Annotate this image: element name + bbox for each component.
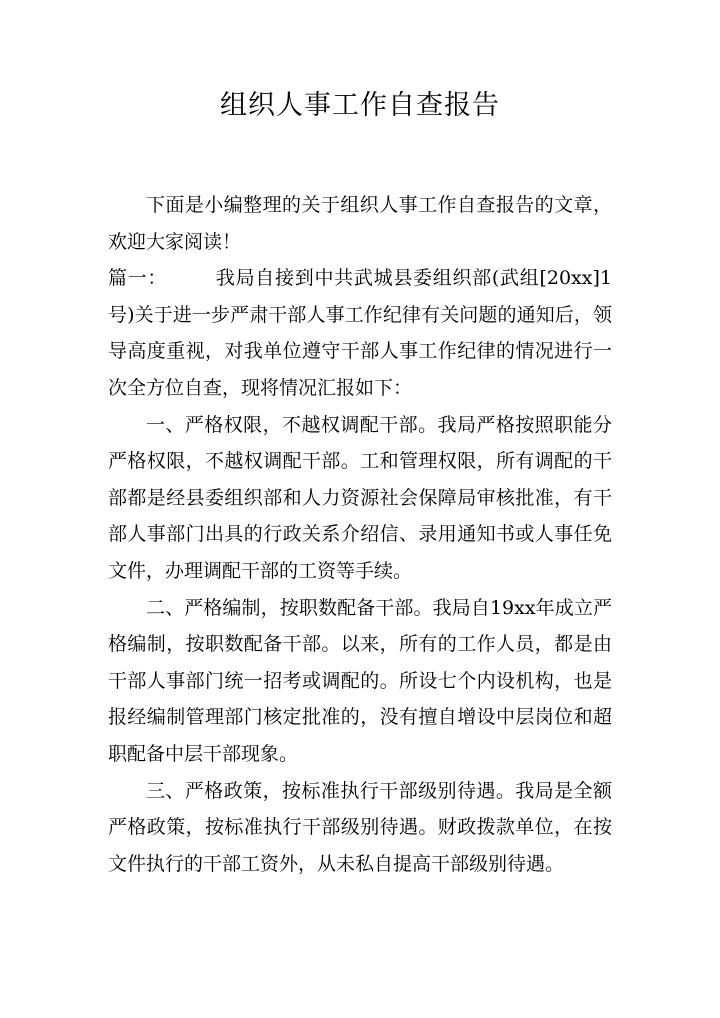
opening-paragraph	[108, 260, 612, 406]
opening-text: 我局自接到中共武城县委组织部(武组[20xx]1号)关于进一步严肃干部人事工作纪律有关问题的通知后，领导高度重视，对我单位遵守干部人事工作纪律的情况进行一次全方位自查，现将情况汇报如下：	[108, 267, 612, 399]
document-body	[108, 187, 612, 882]
document-title: 组织人事工作自查报告	[220, 90, 500, 121]
paragraph-1: 一、严格权限，不越权调配干部。我局严格按照职能分严格权限，不越权调配干部。工和管理权限，所有调配的干部都是经县委组织部和人力资源社会保障局审核批准，有干部人事部门出具的行政关系介绍信、录用通知书或人事任免文件，办理调配干部的工资等手续。	[108, 413, 612, 582]
paragraph-3: 三、严格政策，按标准执行干部级别待遇。我局是全额严格政策，按标准执行干部级别待遇。财政拨款单位，在按文件执行的干部工资外，从未私自提高干部级别待遇。	[108, 779, 612, 875]
paragraph-2: 二、严格编制，按职数配备干部。我局自19xx年成立严格编制，按职数配备干部。以来，所有的工作人员，都是由干部人事部门统一招考或调配的。所设七个内设机构，也是报经编制管理部门核定批准的，没有擅自增设中层岗位和超职配备中层干部现象。	[108, 596, 612, 765]
intro-paragraph: 下面是小编整理的关于组织人事工作自查报告的文章，欢迎大家阅读！	[108, 194, 612, 253]
section-label: 篇一：	[108, 267, 168, 290]
